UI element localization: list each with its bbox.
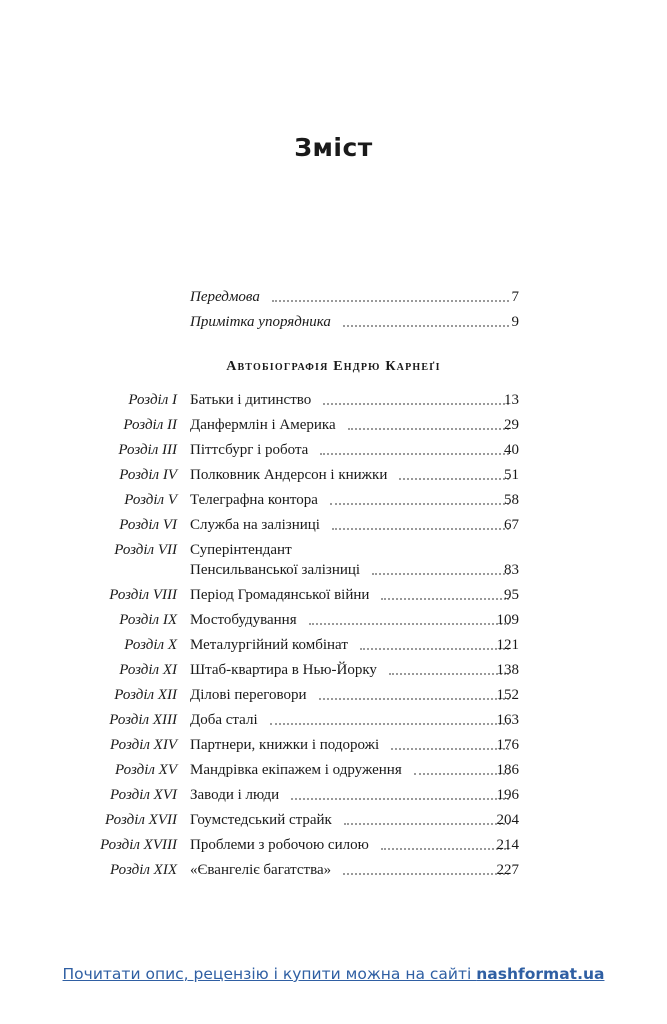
toc-row-chapter-19: [0, 859, 667, 881]
chapter-title: Пенсильванської залізниці: [190, 562, 361, 578]
footer-link-text: Почитати опис, рецензію і купити можна на сайті: [62, 965, 477, 983]
chapter-title: Ділові переговори: [190, 687, 307, 703]
toc-row-chapter-11: [0, 659, 667, 681]
chapter-title: Телеграфна контора: [190, 492, 318, 508]
toc-row-chapter-4: [0, 464, 667, 486]
toc-page-number: 186: [496, 762, 519, 778]
chapter-title: Піттсбург і робота: [190, 442, 309, 458]
chapter-number: Розділ V: [124, 492, 177, 508]
toc-page-number: 163: [496, 712, 519, 728]
toc-entry: [190, 834, 519, 856]
toc-row-chapter-18: [0, 834, 667, 856]
toc-row-chapter-15: [0, 759, 667, 781]
toc-entry: [190, 634, 519, 656]
chapter-number: Розділ XIX: [110, 862, 177, 878]
chapter-title: «Євангеліє багатства»: [190, 862, 332, 878]
toc-page-number: 109: [496, 612, 519, 628]
chapter-number: Розділ VI: [119, 517, 177, 533]
leader-dots: [272, 300, 509, 302]
toc-page-number: 121: [496, 637, 519, 653]
toc-entry: [190, 609, 519, 631]
toc-page-number: 51: [504, 467, 519, 483]
toc-entry-label: Передмова: [190, 289, 260, 305]
toc-row-front-0: [0, 286, 667, 308]
toc-entry: [190, 759, 519, 781]
toc-row-chapter-17: [0, 809, 667, 831]
toc-entry: [190, 734, 519, 756]
chapter-title-line1: Суперінтендант: [190, 542, 292, 558]
chapter-title: Мостобудування: [190, 612, 297, 628]
toc-row-chapter-12: [0, 684, 667, 706]
chapter-number: Розділ XVIII: [100, 837, 177, 853]
chapter-title: Доба сталі: [190, 712, 258, 728]
toc-row-chapter-9: [0, 609, 667, 631]
chapter-title: Металургійний комбінат: [190, 637, 348, 653]
toc-row-chapter-13: [0, 709, 667, 731]
chapter-number: Розділ XVI: [110, 787, 177, 803]
chapter-number: Розділ I: [128, 392, 177, 408]
chapter-number: Розділ IV: [119, 467, 177, 483]
toc-entry: [190, 489, 519, 511]
chapter-title: Період Громадянської війни: [190, 587, 370, 603]
toc-entry: [190, 559, 519, 581]
chapter-number: Розділ VIII: [109, 587, 177, 603]
chapter-title: Батьки і дитинство: [190, 392, 312, 408]
chapter-number: Розділ IX: [119, 612, 177, 628]
footer-promo: [0, 965, 667, 983]
toc-row-chapter-1: [0, 389, 667, 411]
page-title: Зміст: [294, 133, 373, 162]
toc-page-number: 7: [511, 289, 519, 305]
toc-page-number: 227: [496, 862, 519, 878]
chapter-title: Проблеми з робочою силою: [190, 837, 369, 853]
section-heading: Автобіографія Ендрю Карнеґі: [226, 359, 441, 374]
chapter-title: Заводи і люди: [190, 787, 280, 803]
toc-page-number: 176: [496, 737, 519, 753]
toc-page-number: 204: [496, 812, 519, 828]
leader-dots: [291, 798, 509, 800]
footer-link[interactable]: [63, 965, 605, 983]
leader-dots: [270, 723, 509, 725]
toc-entry: [190, 389, 519, 411]
toc-row-chapter-14: [0, 734, 667, 756]
toc-page-number: 196: [496, 787, 519, 803]
chapter-title: Мандрівка екіпажем і одруження: [190, 762, 402, 778]
toc-page-number: 214: [496, 837, 519, 853]
toc-row-chapter-16: [0, 784, 667, 806]
chapter-title: Данфермлін і Америка: [190, 417, 336, 433]
toc-page-number: 95: [504, 587, 519, 603]
toc-page-number: 152: [496, 687, 519, 703]
toc-entry: [190, 311, 519, 333]
toc-page-number: 58: [504, 492, 519, 508]
toc-page-number: 13: [504, 392, 519, 408]
footer-site-name: nashformat.ua: [476, 965, 605, 983]
toc-entry: [190, 414, 519, 436]
chapter-number: Розділ XIV: [110, 737, 177, 753]
chapter-number: Розділ VII: [114, 542, 177, 558]
toc-row-chapter-6: [0, 514, 667, 536]
toc-page-number: 67: [504, 517, 519, 533]
chapter-number: Розділ XII: [114, 687, 177, 703]
toc-entry: [190, 439, 519, 461]
toc-entry: [190, 514, 519, 536]
toc-page-number: 138: [496, 662, 519, 678]
toc-row-chapter-5: [0, 489, 667, 511]
toc-row-chapter-10: [0, 634, 667, 656]
toc-entry: [190, 859, 519, 881]
toc-page-number: 29: [504, 417, 519, 433]
chapter-title: Полковник Андерсон і книжки: [190, 467, 388, 483]
toc-entry: [190, 286, 519, 308]
chapter-title: Партнери, книжки і подорожі: [190, 737, 380, 753]
toc-entry: [190, 784, 519, 806]
chapter-title: Гоумстедський страйк: [190, 812, 332, 828]
toc-row-chapter-3: [0, 439, 667, 461]
chapter-title: Служба на залізниці: [190, 517, 320, 533]
chapter-number: Розділ II: [123, 417, 177, 433]
toc-row-chapter-8: [0, 584, 667, 606]
toc-entry: [190, 684, 519, 706]
chapter-number: Розділ XV: [115, 762, 177, 778]
toc-entry-label: Примітка упорядника: [190, 314, 331, 330]
chapter-number: Розділ X: [124, 637, 177, 653]
chapter-number: Розділ XVII: [105, 812, 177, 828]
toc-entry: [190, 809, 519, 831]
toc-row-chapter-7-first-line: [0, 539, 667, 561]
chapter-title: Штаб-квартира в Нью-Йорку: [190, 662, 377, 678]
toc-entry: [190, 659, 519, 681]
toc-row-chapter-2: [0, 414, 667, 436]
chapter-number: Розділ XI: [119, 662, 177, 678]
chapter-number: Розділ XIII: [109, 712, 177, 728]
toc-entry: [190, 709, 519, 731]
toc-entry: [190, 464, 519, 486]
toc-page-number: 83: [504, 562, 519, 578]
toc-entry: [190, 584, 519, 606]
toc-page-number: 9: [511, 314, 519, 330]
chapter-number: Розділ III: [118, 442, 177, 458]
toc-row-chapter-7: [0, 559, 667, 581]
toc-row-front-1: [0, 311, 667, 333]
toc-page-number: 40: [504, 442, 519, 458]
